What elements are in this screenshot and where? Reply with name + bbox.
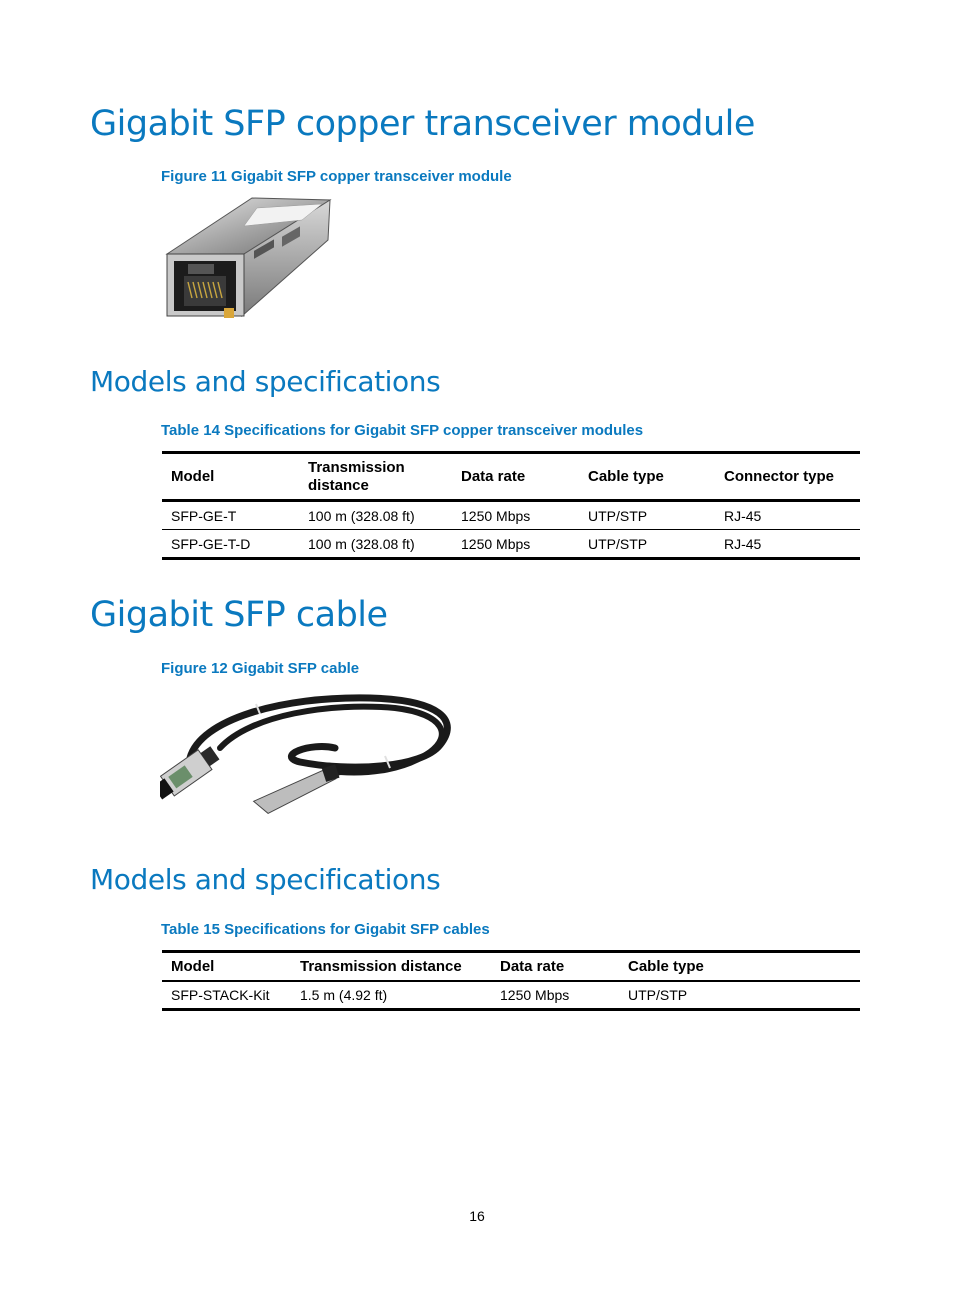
cell-cable-type: UTP/STP [628,986,688,1003]
section-title-transceiver: Gigabit SFP copper transceiver module [90,104,755,144]
table-row [162,501,860,530]
table-caption-cable: Table 15 Specifications for Gigabit SFP cables [161,921,490,938]
subsection-title-transceiver-models: Models and specifications [90,365,441,398]
header-data-rate: Data rate [461,468,526,485]
cell-data-rate: 1250 Mbps [461,507,531,524]
cell-model: SFP-GE-T-D [171,535,251,552]
table-row [162,981,860,1010]
header-cable-type: Cable type [588,468,664,485]
header-cable-type: Cable type [628,957,704,975]
cell-model: SFP-STACK-Kit [171,986,270,1003]
header-model: Model [171,468,215,485]
table-header-row [162,952,860,981]
page-number: 16 [469,1208,485,1224]
header-transmission-distance: Transmission distance [308,458,405,494]
figure-caption-transceiver: Figure 11 Gigabit SFP copper transceiver module [161,168,512,185]
cell-cable-type: UTP/STP [588,507,648,524]
figure-caption-cable: Figure 12 Gigabit SFP cable [161,660,360,677]
cell-data-rate: 1250 Mbps [500,986,570,1003]
section-title-cable: Gigabit SFP cable [90,595,388,635]
table-row [162,530,860,559]
cell-connector-type: RJ-45 [724,507,762,524]
header-data-rate: Data rate [500,957,565,975]
cell-distance: 100 m (328.08 ft) [308,535,415,552]
header-transmission-distance: Transmission distance [300,957,462,975]
cell-distance: 1.5 m (4.92 ft) [300,986,388,1003]
sfp-transceiver-image [162,194,332,324]
table-caption-transceiver: Table 14 Specifications for Gigabit SFP copper transceiver modules [161,422,644,439]
sfp-cable-image [160,690,456,822]
subsection-title-cable-models: Models and specifications [90,863,441,896]
cell-connector-type: RJ-45 [724,535,762,552]
cell-data-rate: 1250 Mbps [461,535,531,552]
header-connector-type: Connector type [724,468,835,485]
header-model: Model [171,957,215,975]
cable-spec-table [162,950,860,1011]
cell-model: SFP-GE-T [171,507,237,524]
transceiver-spec-table [162,451,860,560]
cell-distance: 100 m (328.08 ft) [308,507,415,524]
cell-cable-type: UTP/STP [588,535,648,552]
table-header-row [162,453,860,501]
